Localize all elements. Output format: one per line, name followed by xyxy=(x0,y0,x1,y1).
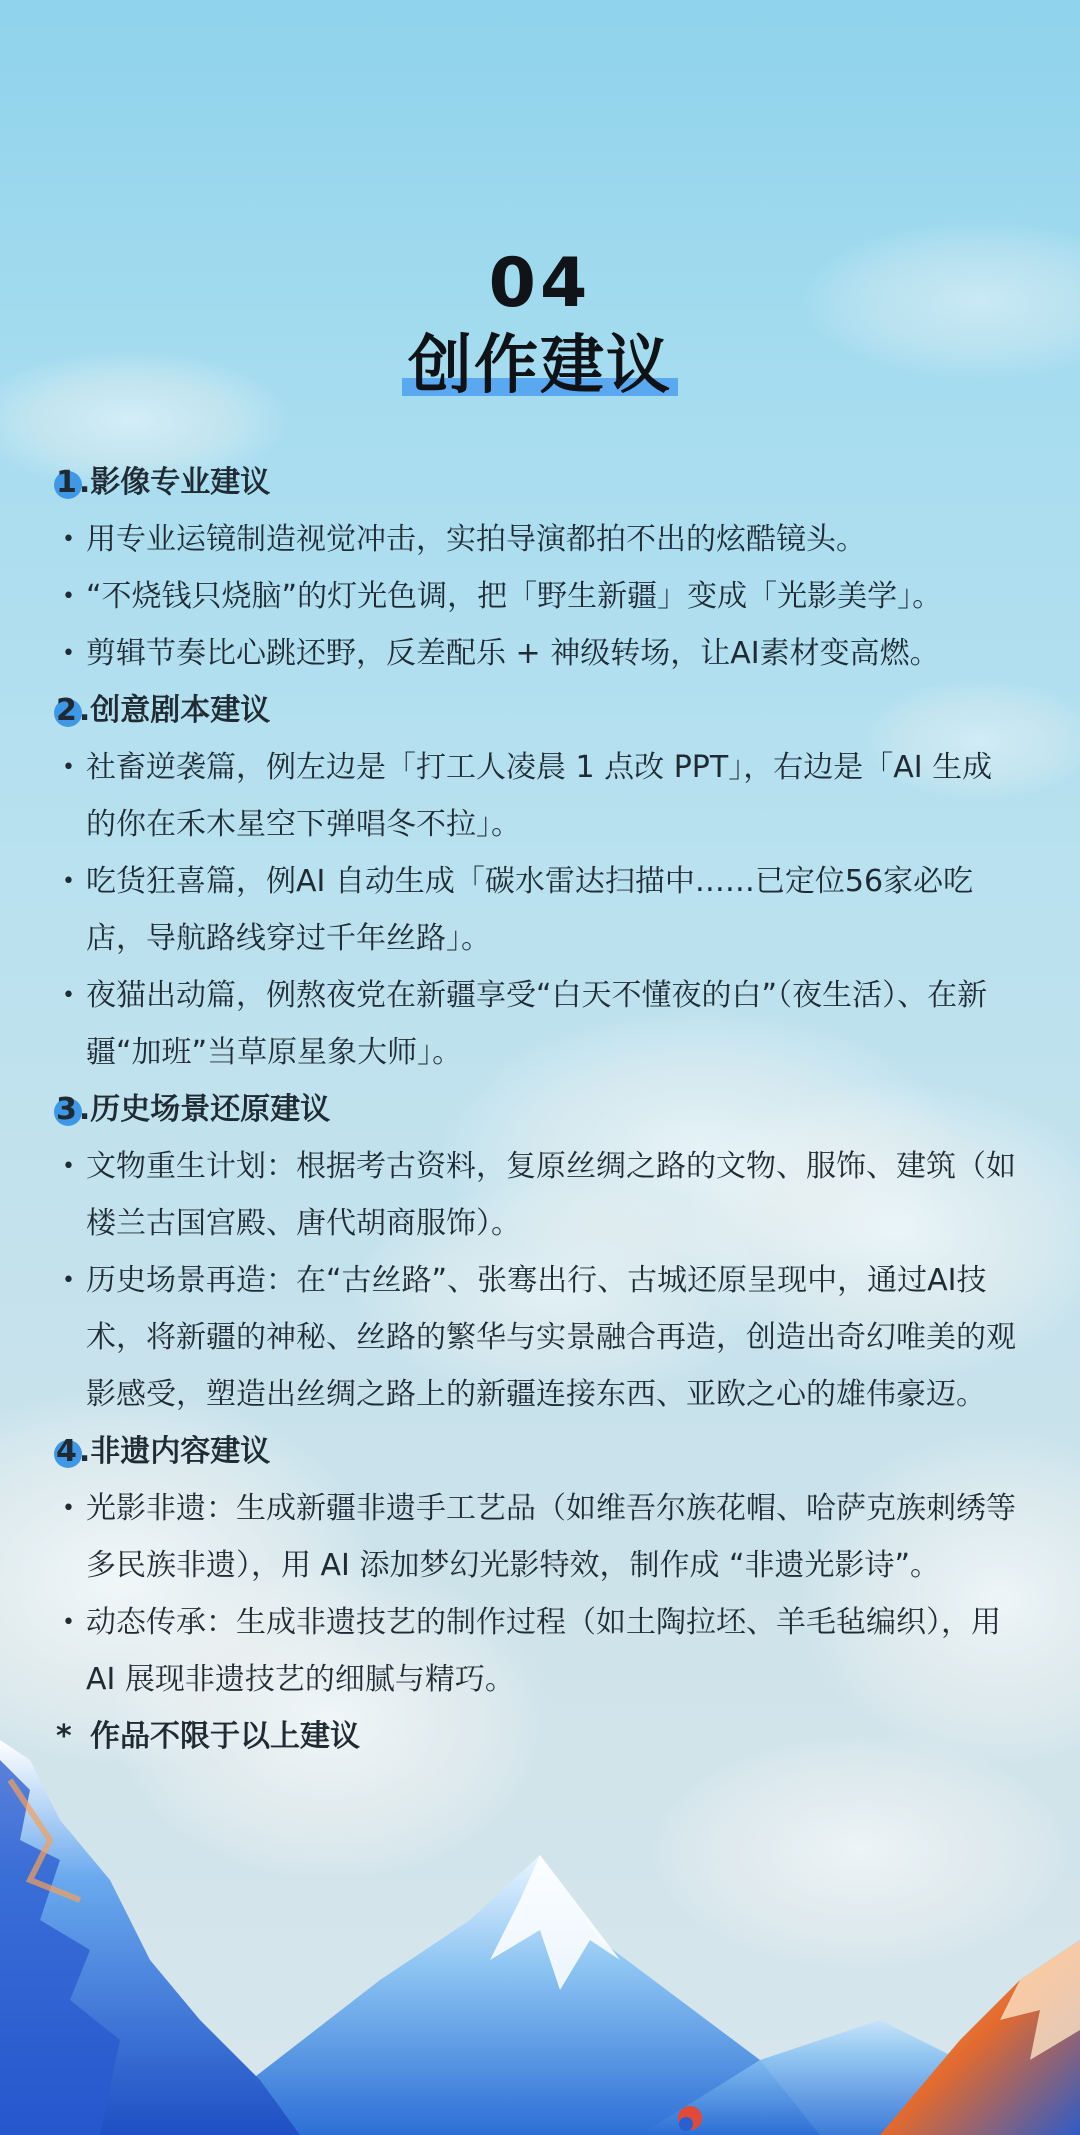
section-heading xyxy=(56,454,1020,511)
bullet-item: • “不烧钱只烧脑”的灯光色调，把「野生新疆」变成「光影美学」。 xyxy=(56,568,1020,625)
bullet-item: • 社畜逆袭篇，例左边是「打工人凌晨 1 点改 PPT」，右边是「AI 生成的你在禾木星空下弹唱冬不拉」。 xyxy=(56,739,1020,853)
section-num-badge: 1 xyxy=(56,454,79,511)
section-heading xyxy=(56,682,1020,739)
section-title: .非遗内容建议 xyxy=(78,1434,271,1469)
section-title: .影像专业建议 xyxy=(78,465,271,500)
section-title: .创意剧本建议 xyxy=(78,693,271,728)
section-num-badge: 4 xyxy=(56,1423,79,1480)
bullet-item: • 夜猫出动篇，例熬夜党在新疆享受“白天不懂夜的白”（夜生活）、在新 疆“加班”当草原星象大师」。 xyxy=(56,967,1020,1081)
footnote-text: 作品不限于以上建议 xyxy=(90,1719,360,1754)
suggestions-content xyxy=(56,454,1020,1765)
section-num-badge: 2 xyxy=(56,682,79,739)
section-heading xyxy=(56,1081,1020,1138)
bullet-item: • 文物重生计划：根据考古资料，复原丝绸之路的文物、服饰、建筑（如楼兰古国宫殿、唐代胡商服饰）。 xyxy=(56,1138,1020,1252)
section-num-badge: 3 xyxy=(56,1081,79,1138)
bullet-item: • 历史场景再造：在“古丝路”、张骞出行、古城还原呈现中，通过AI技术，将新疆的神秘、丝路的繁华与实景融合再造，创造出奇幻唯美的观影感受，塑造出丝绸之路上的新疆连接东西、亚欧之心的雄伟豪迈。 xyxy=(56,1252,1020,1423)
bullet-item: • 吃货狂喜篇，例AI 自动生成「碳水雷达扫描中……已定位56家必吃店，导航路线穿过千年丝路」。 xyxy=(56,853,1020,967)
bullet-item: • 动态传承：生成非遗技艺的制作过程（如土陶拉坯、羊毛毡编织），用 AI 展现非遗技艺的细腻与精巧。 xyxy=(56,1594,1020,1708)
section-heading xyxy=(56,1423,1020,1480)
hero-header xyxy=(0,244,1080,403)
bullet-item: • 用专业运镜制造视觉冲击，实拍导演都拍不出的炫酷镜头。 xyxy=(56,511,1020,568)
bullet-item: • 剪辑节奏比心跳还野，反差配乐 + 神级转场，让AI素材变高燃。 xyxy=(56,625,1020,682)
hero-title-highlight xyxy=(402,329,678,403)
bullet-item: • 光影非遗：生成新疆非遗手工艺品（如维吾尔族花帽、哈萨克族刺绣等多民族非遗），用 AI 添加梦幻光影特效，制作成 “非遗光影诗”。 xyxy=(56,1480,1020,1594)
page-title: 创作建议 xyxy=(408,329,672,403)
section-title: .历史场景还原建议 xyxy=(78,1092,331,1127)
footnote xyxy=(56,1708,1020,1765)
section-number: 04 xyxy=(488,244,592,323)
asterisk-icon: * xyxy=(56,1719,72,1754)
